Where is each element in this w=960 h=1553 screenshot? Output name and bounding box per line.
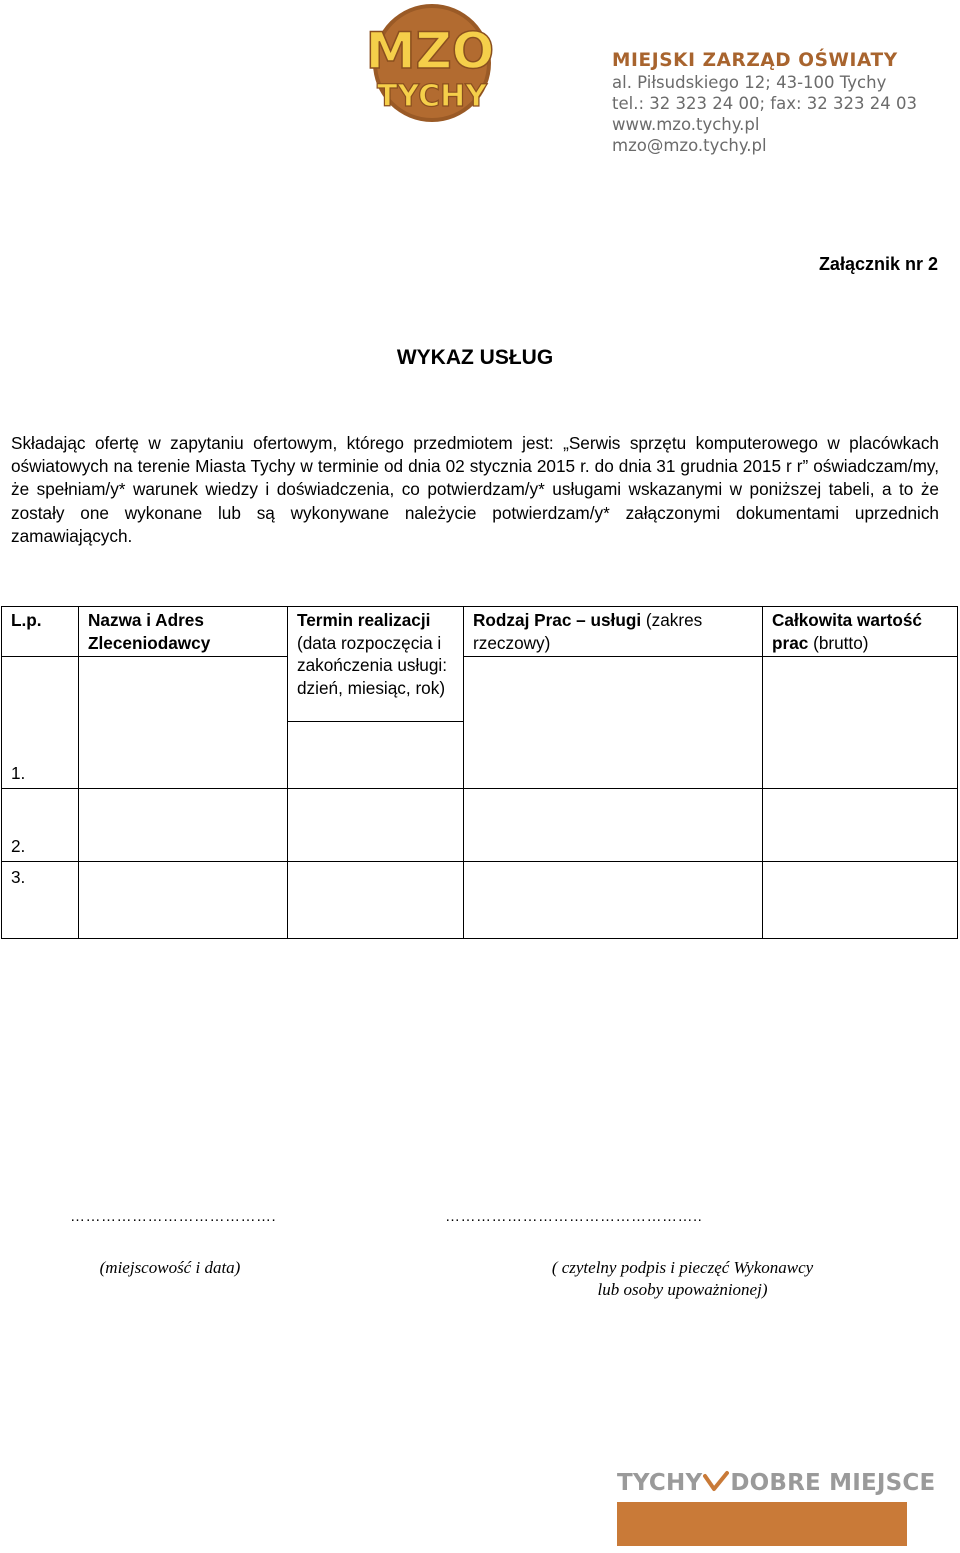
services-table (1, 606, 958, 939)
organization-email[interactable]: mzo@mzo.tychy.pl (612, 136, 767, 155)
organization-address: al. Piłsudskiego 12; 43-100 Tychy (612, 73, 887, 92)
intro-paragraph: Składając ofertę w zapytaniu ofertowym, którego przedmiotem jest: „Serwis sprzętu komputerowego w placówkach oświatowych na terenie Miasta Tychy w terminie od dnia 02 stycznia 2015 r. do dnia 31 grudnia 2015 r r” oświadczam/my, że spełniam/y* warunek wiedzy i doświadczenia, co potwierdzam/y* usługami wskazanymi w poniższej tabeli, a to że zostały one wykonane lub są wykonywane należycie potwierdzam/y* załączonymi dokumentami uprzednich zamawiających. (11, 433, 939, 546)
footer-slogan-left: TYCHY (617, 1470, 703, 1496)
logo-text-mzo: MZO (365, 22, 495, 80)
row-1-kind (464, 657, 763, 789)
row-1-term (288, 722, 464, 789)
row-1-value (763, 657, 958, 789)
footer-bar (617, 1502, 907, 1546)
footer-slogan (617, 1470, 935, 1496)
row-3-term (288, 862, 464, 939)
row-2-term (288, 789, 464, 862)
row-1-number: 1. (2, 657, 79, 789)
row-1-client (79, 657, 288, 789)
checkmark-icon (703, 1470, 729, 1492)
signature-caption-line1: ( czytelny podpis i pieczęć Wykonawcy (551, 1258, 814, 1277)
row-2-number: 2. (2, 789, 79, 862)
header-term-bold: Termin realizacji (297, 610, 431, 630)
row-2-value (763, 789, 958, 862)
table-row (2, 789, 958, 862)
header-kind (464, 607, 763, 657)
attachment-label: Załącznik nr 2 (818, 254, 938, 274)
table-header-row (2, 607, 958, 657)
place-date-line: …………………………………. (70, 1208, 277, 1225)
organization-phone: tel.: 32 323 24 00; fax: 32 323 24 03 (612, 94, 917, 113)
header-lp: L.p. (2, 607, 79, 657)
signature-caption (500, 1257, 865, 1301)
table-row (2, 657, 958, 722)
document-title: WYKAZ USŁUG (396, 346, 554, 369)
row-3-client (79, 862, 288, 939)
organization-name: MIEJSKI ZARZĄD OŚWIATY (612, 50, 898, 71)
place-date-caption: (miejscowość i data) (99, 1258, 241, 1277)
logo-text-tychy: TYCHY (377, 79, 487, 114)
organization-info (612, 50, 917, 156)
mzo-tychy-logo (356, 2, 506, 124)
row-3-value (763, 862, 958, 939)
header-term-rest: (data rozpoczęcia i zakończenia usługi: dzień, miesiąc, rok) (297, 632, 448, 698)
signature-line: ………………………………………….. (445, 1208, 703, 1225)
header-value-bold: Całkowita wartość prac (772, 610, 922, 653)
organization-website[interactable]: www.mzo.tychy.pl (612, 115, 760, 134)
row-2-client (79, 789, 288, 862)
header-term (288, 607, 464, 722)
header-kind-bold: Rodzaj Prac – usługi (473, 610, 642, 630)
header-client: Nazwa i Adres Zleceniodawcy (79, 607, 288, 657)
signature-caption-line2: lub osoby upoważnionej) (597, 1280, 768, 1299)
row-3-number: 3. (2, 862, 79, 939)
row-3-kind (464, 862, 763, 939)
table-row (2, 862, 958, 939)
header-value (763, 607, 958, 657)
header-kind-rest: (zakres rzeczowy) (473, 610, 703, 653)
footer-slogan-right: DOBRE MIEJSCE (730, 1470, 936, 1496)
row-2-kind (464, 789, 763, 862)
header-value-rest: (brutto) (813, 632, 869, 653)
